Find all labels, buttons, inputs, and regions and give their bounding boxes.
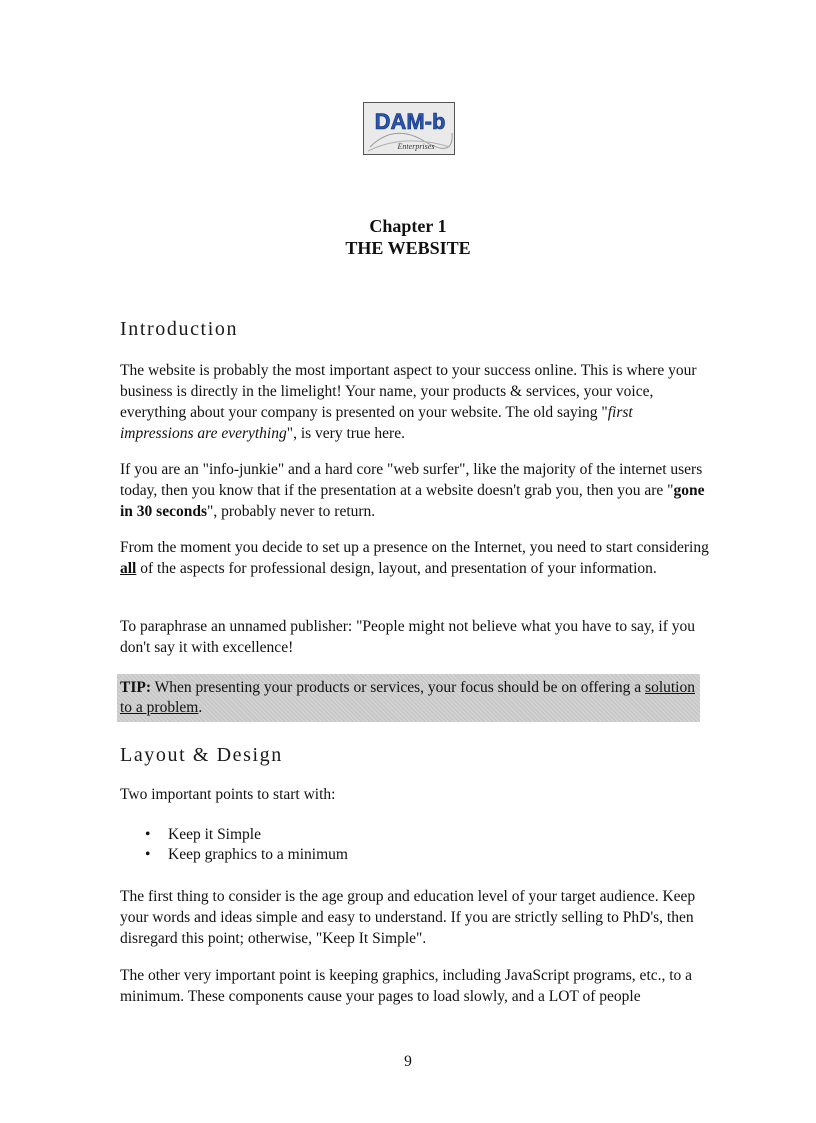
paragraph-layout-2: The other very important point is keeping graphics, including JavaScript programs, etc., to a minimum. These components cause your pages to load slowly, and a LOT of people [120,967,693,1005]
logo-subtext: Enterprises [397,142,435,151]
bullet-icon: • [145,846,151,863]
italic-text: first impressions are everything [120,404,633,442]
paragraph-intro-1 [120,360,710,444]
paragraph-intro-2 [120,459,710,522]
paragraph-text: The website is probably the most important aspect to your success online. This is where your business is directly in the limelight! Your name, your products & services, your voice, everything about your company is presented on your website. The old saying " [120,362,697,421]
logo-text: DAM-b [374,109,446,134]
company-logo [363,102,455,155]
bullet-icon: • [145,826,151,843]
paragraph-layout-lead: Two important points to start with: [120,786,336,803]
paragraph-text: ", is very true here. [286,425,405,442]
section-heading-layout-design: Layout & Design [120,744,283,766]
chapter-number: Chapter 1 [369,216,447,236]
bold-text: gone in 30 seconds [120,482,705,520]
page-number: 9 [404,1053,412,1070]
paragraph-text: ", probably never to return. [207,503,376,520]
list-item [120,845,710,865]
paragraph-text: of the aspects for professional design, layout, and presentation of your information. [136,560,657,577]
chapter-title: THE WEBSITE [345,238,471,258]
paragraph-layout-1: The first thing to consider is the age group and education level of your target audience. Keep your words and ideas simple and easy to understand. If you are strictly selling to PhD's, then disregard this point; otherwise, "Keep It Simple". [120,888,696,947]
bullet-list [120,825,710,865]
paragraph-text: If you are an "info-junkie" and a hard core "web surfer", like the majority of the internet users today, then you know that if the presentation at a website doesn't grab you, then you are " [120,461,703,499]
list-item-text: Keep graphics to a minimum [168,846,348,863]
tip-underlined-text: solution to a problem [120,679,695,716]
list-item [120,825,710,845]
tip-text-end: . [198,699,203,716]
bold-underlined-text: all [120,560,137,577]
tip-text: When presenting your products or services, your focus should be on offering a [151,679,646,696]
paragraph-intro-3 [120,537,710,579]
paragraph-text: From the moment you decide to set up a presence on the Internet, you need to start considering [120,539,709,556]
tip-label: TIP: [120,679,151,696]
paragraph-intro-4: To paraphrase an unnamed publisher: "People might not believe what you have to say, if you don't say it with excellence! [120,618,696,656]
list-item-text: Keep it Simple [168,826,261,843]
section-heading-introduction: Introduction [120,318,239,340]
tip-box [117,674,700,722]
